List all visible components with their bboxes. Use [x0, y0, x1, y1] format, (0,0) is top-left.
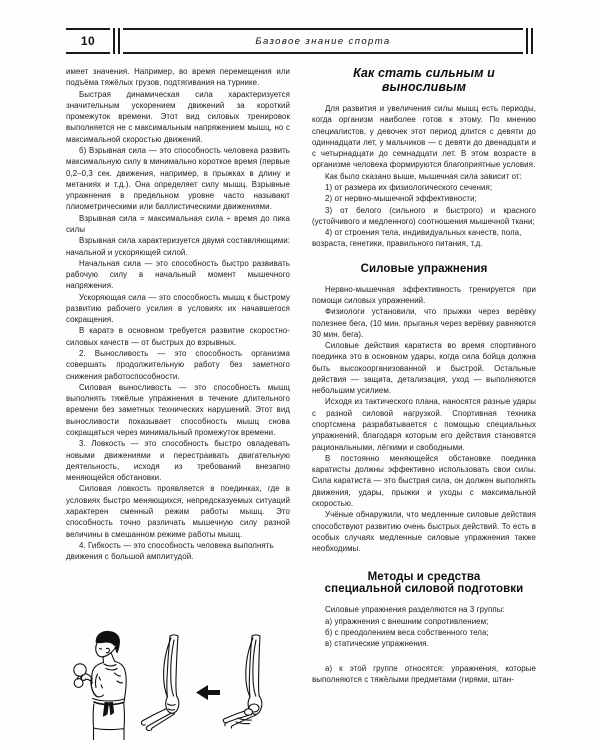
paragraph: Силовые упражнения разделяются на 3 группы: — [325, 605, 505, 615]
right-column — [312, 66, 536, 742]
section-heading-become-strong: Как стать сильным и выносливым — [353, 66, 495, 94]
spacer — [312, 595, 536, 604]
paragraph: Учёные обнаружили, что медленные силовые действия способствуют развитию очень быстрых действий. То есть в особых случаях медленные силовые упражнения также необходимы. — [312, 510, 536, 554]
list-item: 1) от размера их физиологического сечения; — [325, 182, 493, 192]
section-heading-strength-exercises: Силовые упражнения — [360, 262, 488, 275]
paragraph: В постоянно меняющейся обстановке поединка каратисты должны эффективно использовать свои силы. Сила каратиста — это быстрая сила, он должен выполнять движения, удары, прыжки и уходы с максимальной скоростью. — [312, 453, 536, 508]
heading-line-1: Методы и средства — [367, 571, 481, 584]
list-item: 2) от нервно-мышечной эффективности; — [325, 194, 477, 204]
paragraph: Начальная сила — это способность быстро развивать рабочую силу в начальный момент мышечного напряжения. — [66, 258, 290, 291]
paragraph: Нервно-мышечная эффективность тренируется при помощи силовых упражнений. — [312, 284, 536, 305]
list-item: а) упражнения с внешним сопротивлением; — [325, 616, 489, 626]
header-divider-right — [526, 28, 533, 54]
section-heading-methods-and-means — [312, 571, 536, 595]
paragraph: Для развития и увеличения силы мышц есть периоды, когда организм наиболее готов к этому. По мнению специалистов, у девочек этот период длится с девяти до одиннадцати лет, у мальчиков — с девяти до двенадцати и с четырнадцати до семнадцати лет. В этом возрасте в организме человека формируются благоприятные условия. — [312, 104, 536, 170]
spacer — [312, 250, 536, 263]
paragraph: Как было сказано выше, мышечная сила зависит от: — [325, 171, 522, 181]
spacer — [312, 554, 536, 571]
paragraph: 4. Гибкость — это способность человека выполнять движения с большой амплитудой. — [66, 540, 274, 562]
paragraph: Силовые действия каратиста во время спортивного поединка это в основном удары, когда сила бойца должна быть высокоорганизованной и быстрой. Остальные действия — защита, детализация, уход — выполняются небольшим усилием. — [312, 341, 536, 396]
paragraph: Силовая выносливость — это способность мышц выполнять тяжёлые упражнения в течение длительного времени без заметных технических нарушений. Этот вид выносливости показывает способность мышц снова сокращаться через минимальный промежуток времени. — [66, 382, 290, 437]
spacer — [312, 275, 536, 284]
direction-arrow — [196, 685, 220, 700]
page-number: 10 — [66, 28, 110, 54]
spacer — [312, 650, 536, 663]
illustration-svg — [70, 628, 288, 740]
paragraph: В каратэ в основном требуется развитие скоростно-силовых качеств — от быстрых до взрывных. — [66, 326, 290, 347]
paragraph: Исходя из тактического плана, наносятся разные удары с разной силовой нагрузкой. Спортивная техника спортсмена разрабатывается с помощью специальных упражнений, благодаря которым его действия становятся рациональными, лёгкими и свободными. — [312, 397, 536, 452]
running-head — [66, 28, 536, 54]
paragraph: Быстрая динамическая сила характеризуется значительным ускорением движений за короткий промежуток времени. Этот вид силовых тренировок выполняется не с максимальным напряжением мышц, но с максимальной скоростью движений. — [66, 89, 290, 144]
list-item: 4) от строения тела, индивидуальных качеств, пола, возраста, генетики, правильного питания, т.д. — [312, 228, 522, 249]
paragraph: б) Взрывная сила — это способность человека развить максимальную силу в минимально короткое время (первые 0,2–0,3 сек. движения, например, в прыжках в длину и метаниях и т.д.). Она определяет силу мышц. Взрывные упражнения в предельном уровне часто называют плиометрическими или баллистическими движениями. — [66, 145, 290, 212]
paragraph: Ускоряющая сила — это способность мышц к быстрому развитию рабочего усилия в условиях их начавшегося сокращения. — [66, 292, 290, 325]
list-item: 3) от белого (сильного и быстрого) и красного (устойчивого и медленного) соотношения мышечной ткани; — [312, 205, 536, 226]
paragraph: Силовая ловкость проявляется в поединках, где в условиях быстро меняющихся, непредсказуемых ситуаций характерен сменный режим работы мышц. Это способность точно различать мышечную силу разной величины в смешанном режиме работы мышц. — [66, 484, 290, 539]
paragraph: а) к этой группе относятся: упражнения, которые выполняются с тяжёлыми предметами (гирями, штан- — [312, 663, 536, 684]
bicep-curl-anatomy-illustration — [70, 628, 288, 740]
paragraph: Физиологи установили, что прыжки через верёвку полезнее бега, (10 мин. прыганья через верёвку равняются 30 мин. бега). — [312, 307, 536, 339]
running-head-title: Базовое знание спорта — [123, 28, 523, 54]
list-item: в) статические упражнения. — [325, 639, 429, 649]
left-column — [66, 66, 290, 742]
header-divider-left — [113, 28, 120, 54]
spacer — [312, 94, 536, 103]
heading-line-2: специальной силовой подготовки — [324, 583, 524, 596]
paragraph: имеет значения. Например, во время перемещения или подъёма тяжёлых грузов, подтягивания на турнике. — [66, 67, 290, 88]
list-item: б) с преодолением веса собственного тела; — [325, 627, 489, 637]
paragraph: Взрывная сила характеризуется двумя составляющими: начальной и ускоряющей силой. — [66, 236, 290, 257]
paragraph: 2. Выносливость — это способность организма совершать продолжительную работу без заметного снижения работоспособности. — [66, 349, 290, 381]
page-columns — [66, 66, 536, 742]
paragraph-formula: Взрывная сила = максимальная сила ÷ время до пика силы — [66, 213, 290, 234]
paragraph: 3. Ловкость — это способность быстро овладевать новыми движениями и перестраивать двигательную деятельность, исходя из требований внезапно меняющейся обстановки. — [66, 439, 290, 483]
